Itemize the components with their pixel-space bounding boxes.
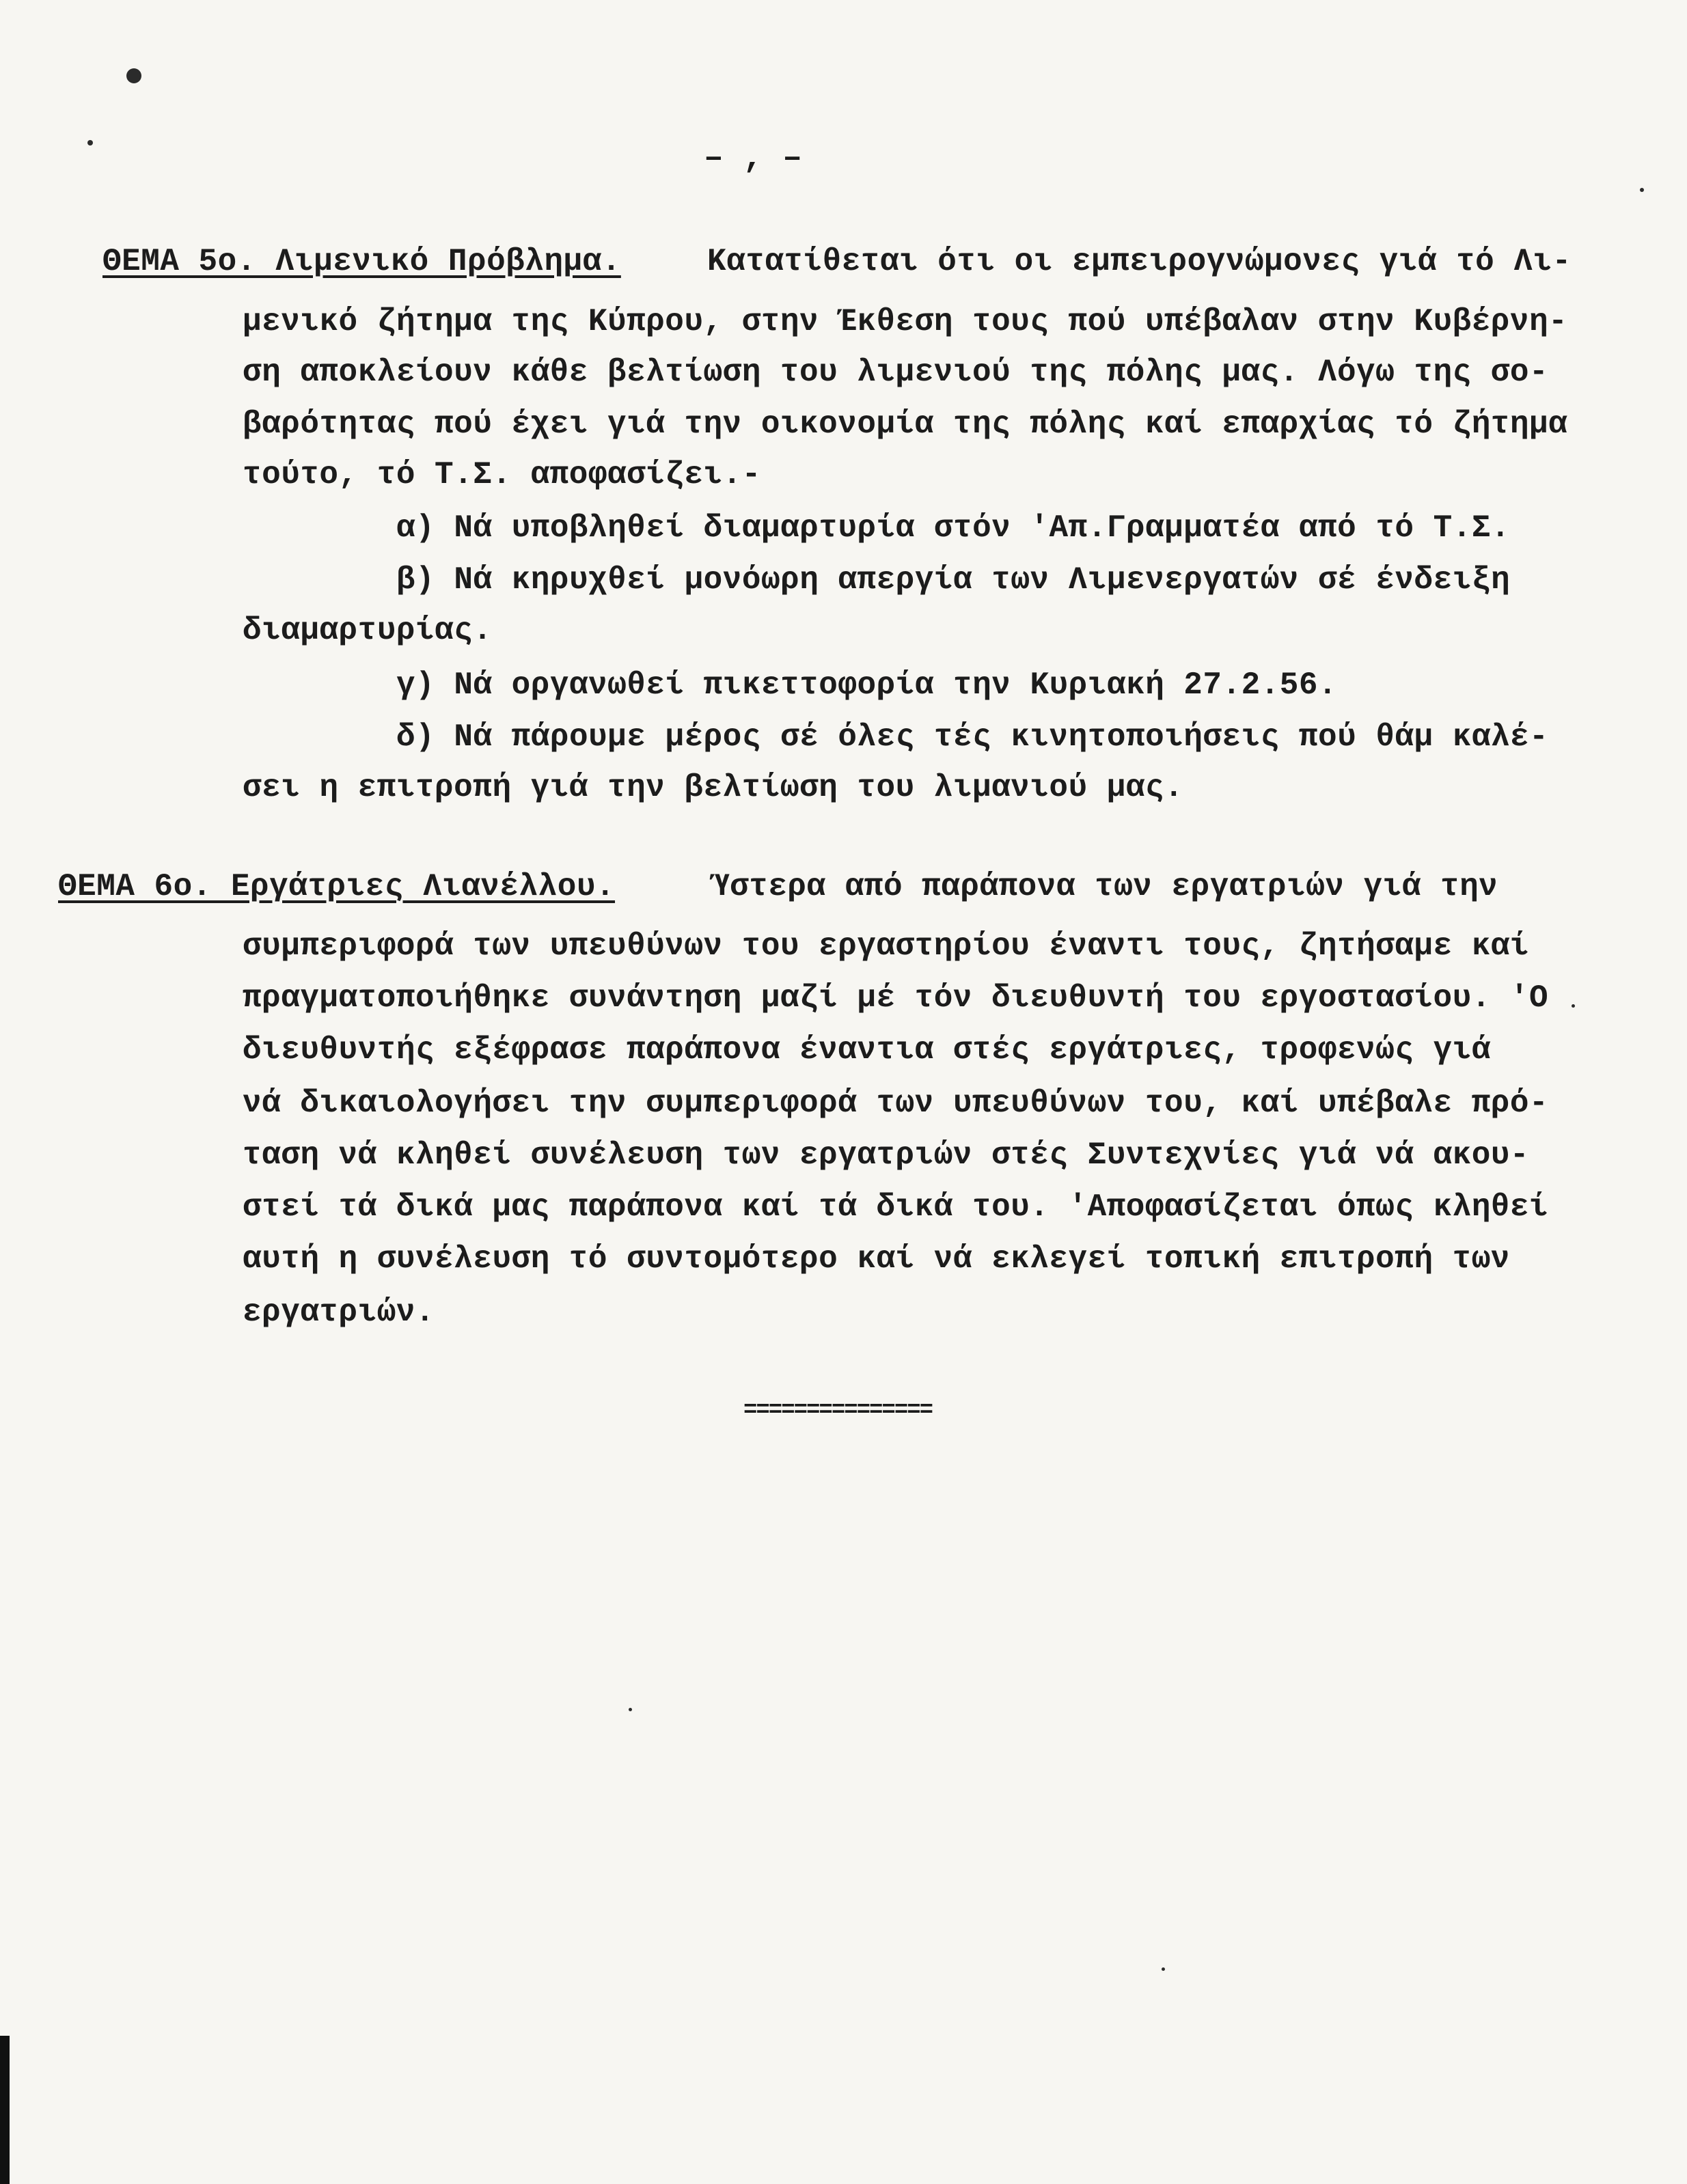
section5-item: α) Νά υποβληθεί διαμαρτυρία στόν 'Απ.Γραμματέα από τό Τ.Σ. bbox=[396, 510, 1511, 546]
page-mark: – , – bbox=[704, 140, 803, 177]
section5-line: βαρότητας πού έχει γιά την οικονομία της πόλης καί επαρχίας τό ζήτημα bbox=[243, 406, 1568, 442]
section6-heading: ΘΕΜΑ 6ο. Εργάτριες Λιανέλλου. bbox=[58, 869, 616, 904]
scan-speck bbox=[1162, 1967, 1165, 1971]
section5-item: γ) Νά οργανωθεί πικεττοφορία την Κυριακή 27.2.56. bbox=[396, 667, 1338, 703]
scan-edge-shadow bbox=[0, 2036, 10, 2184]
section5-heading: ΘΕΜΑ 5ο. Λιμενικό Πρόβλημα. bbox=[102, 244, 621, 279]
section5-line: Κατατίθεται ότι οι εμπειρογνώμονες γιά τό Λι- bbox=[707, 244, 1572, 279]
section6-line: εργατριών. bbox=[243, 1295, 435, 1330]
section5-item: διαμαρτυρίας. bbox=[243, 613, 493, 648]
section6-line: ταση νά κληθεί συνέλευση των εργατριών στές Συντεχνίες γιά νά ακου- bbox=[243, 1137, 1530, 1173]
section6-line: Ύστερα από παράπονα των εργατριών γιά την bbox=[711, 869, 1498, 904]
section6-line: πραγματοποιήθηκε συνάντηση μαζί μέ τόν διευθυντή του εργοστασίου. 'Ο bbox=[243, 980, 1549, 1016]
section5-line: ση αποκλείουν κάθε βελτίωση του λιμενιού της πόλης μας. Λόγω της σο- bbox=[243, 355, 1549, 390]
scan-speck bbox=[629, 1708, 632, 1711]
section6-line: νά δικαιολογήσει την συμπεριφορά των υπευθύνων του, καί υπέβαλε πρό- bbox=[243, 1086, 1549, 1121]
section5-line: μενικό ζήτημα της Κύπρου, στην Έκθεση τους πού υπέβαλαν στην Κυβέρνη- bbox=[243, 304, 1568, 340]
section5-item: δ) Νά πάρουμε μέρος σέ όλες τές κινητοποιήσεις πού θάμ καλέ- bbox=[396, 719, 1549, 755]
section6-line: στεί τά δικά μας παράπονα καί τά δικά του. 'Αποφασίζεται όπως κληθεί bbox=[243, 1189, 1549, 1225]
scan-speck bbox=[1572, 1004, 1575, 1008]
section6-line: συμπεριφορά των υπευθύνων του εργαστηρίου έναντι τους, ζητήσαμε καί bbox=[243, 928, 1530, 964]
scan-speck bbox=[1640, 188, 1644, 192]
scan-speck bbox=[87, 140, 93, 146]
section5-item: σει η επιτροπή γιά την βελτίωση του λιμανιού μας. bbox=[243, 770, 1184, 805]
section6-line: διευθυντής εξέφρασε παράπονα έναντια στές εργάτριες, τροφενώς γιά bbox=[243, 1032, 1491, 1068]
section6-line: αυτή η συνέλευση τό συντομότερο καί νά εκλεγεί τοπική επιτροπή των bbox=[243, 1241, 1510, 1277]
section5-line: τούτο, τό Τ.Σ. αποφασίζει.- bbox=[243, 457, 761, 493]
scan-speck bbox=[126, 68, 141, 83]
section5-item: β) Νά κηρυχθεί μονόωρη απεργία των Λιμενεργατών σέ ένδειξη bbox=[396, 562, 1511, 598]
end-divider: =============== bbox=[743, 1398, 933, 1424]
